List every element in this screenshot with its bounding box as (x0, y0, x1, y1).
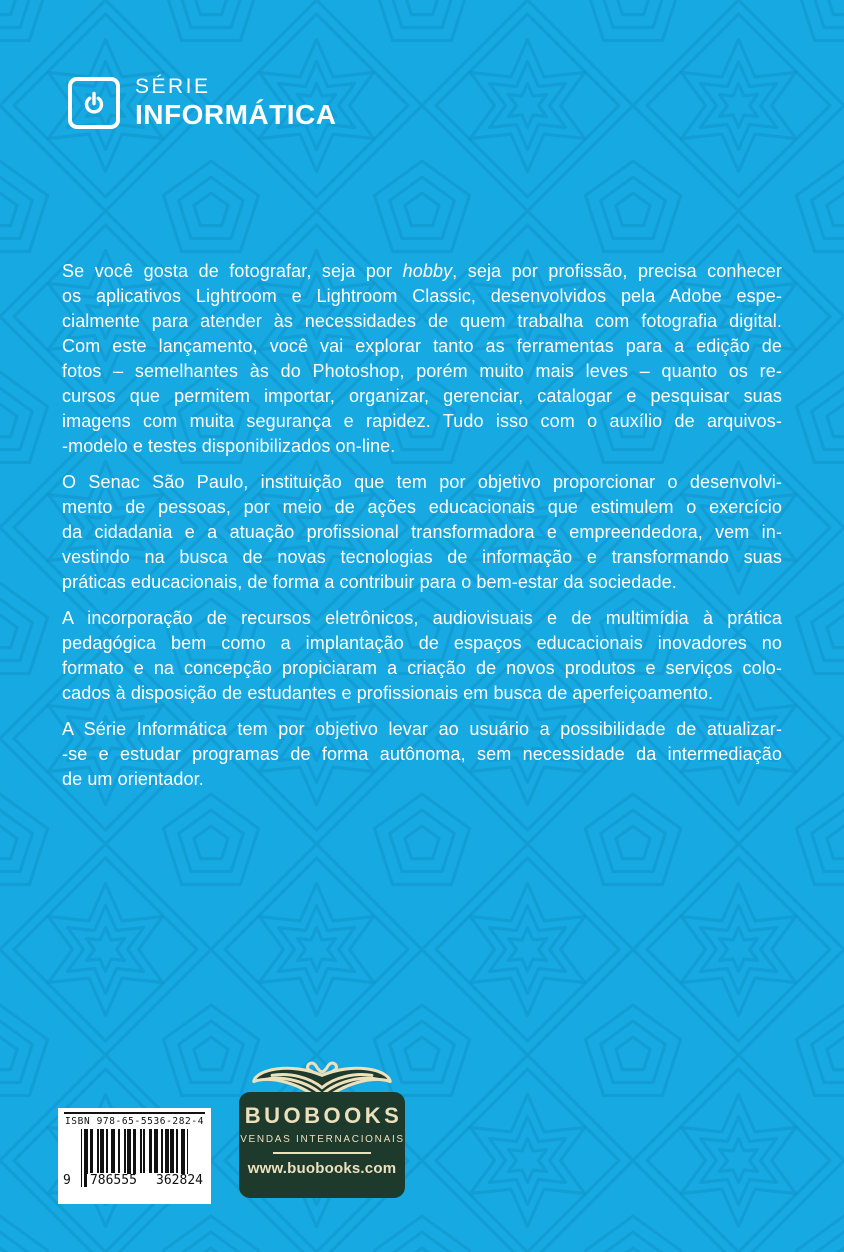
series-name: INFORMÁTICA (135, 99, 337, 131)
text-line: da cidadania e a atuação profissional transformadora e empreendedora, vem in- (62, 522, 782, 542)
barcode-bar (106, 1129, 108, 1173)
text-line: formato e na concepção propiciaram a criação de novos produtos e serviços colo- (62, 658, 782, 678)
barcode-bar (97, 1129, 99, 1173)
text-line: -se e estudar programas de forma autônoma, sem necessidade da intermediação (62, 744, 782, 764)
barcode-bar (176, 1129, 178, 1173)
text-line: cados à disposição de estudantes e profissionais em busca de aperfeiçoamento. (62, 683, 714, 703)
barcode-bar (149, 1129, 153, 1173)
text-line: O Senac São Paulo, instituição que tem por objetivo proporcionar o desenvolvi- (62, 472, 782, 492)
text-line: os aplicativos Lightroom e Lightroom Classic, desenvolvidos pela Adobe espe- (62, 286, 782, 306)
buobooks-badge (239, 1053, 405, 1198)
badge-title: BUOBOOKS (244, 1103, 403, 1128)
badge-url: www.buobooks.com (247, 1160, 397, 1177)
barcode-bar (140, 1129, 142, 1173)
barcode-bar (165, 1129, 169, 1173)
text-line: A incorporação de recursos eletrônicos, audiovisuais e de multimídia à prática (62, 608, 782, 628)
badge-divider (273, 1152, 371, 1154)
power-icon (68, 77, 120, 129)
barcode-bar (118, 1129, 120, 1173)
paragraph (62, 717, 782, 792)
badge-plate (239, 1092, 405, 1198)
barcode-bar (143, 1129, 145, 1173)
paragraph (62, 259, 782, 459)
text-line: fotos – semelhantes às do Photoshop, porém muito mais leves – quanto os re- (62, 361, 782, 381)
isbn-number: ISBN 978-65-5536-282-4 (64, 1116, 205, 1127)
text-line: práticas educacionais, de forma a contribuir para o bem-estar da sociedade. (62, 572, 677, 592)
barcode-bar (124, 1129, 126, 1173)
series-title (135, 76, 336, 129)
text-line: pedagógica bem como a implantação de espaços educacionais inovadores no (62, 633, 782, 653)
barcode-digits (62, 1174, 207, 1188)
barcode-bar (90, 1129, 94, 1173)
text-line: cialmente para atender às necessidades de quem trabalha com fotografia digital. (62, 311, 782, 331)
text-line: de um orientador. (62, 769, 204, 789)
paragraph (62, 606, 782, 706)
text-line: cursos que permitem importar, organizar, gerenciar, catalogar e pesquisar suas (62, 386, 782, 406)
barcode-bar (161, 1129, 163, 1173)
barcode-bar (111, 1129, 115, 1173)
paragraph (62, 470, 782, 595)
barcode-digit-group: 786555 (87, 1174, 140, 1188)
text-line: -modelo e testes disponibilizados on-line. (62, 436, 396, 456)
barcode-bar (170, 1129, 174, 1173)
text-line: vestindo na busca de novas tecnologias de informação e transformando suas (62, 547, 782, 567)
text-line: Se você gosta de fotografar, seja por hobby, seja por profissão, precisa conhecer (62, 261, 782, 281)
barcode-digit-group: 362824 (153, 1174, 206, 1188)
text-line: Com este lançamento, você vai explorar tanto as ferramentas para a edição de (62, 336, 782, 356)
isbn-rule (64, 1112, 205, 1114)
isbn-barcode (58, 1108, 211, 1204)
barcode-digit-group: 9 (63, 1174, 74, 1188)
series-logo (68, 76, 336, 129)
barcode-bar (154, 1129, 158, 1173)
text-line: imagens com muita segurança e rapidez. Tudo isso com o auxílio de arquivos- (62, 411, 782, 431)
text-line: mento de pessoas, por meio de ações educacionais que estimulem o exercício (62, 497, 782, 517)
synopsis-text (62, 259, 782, 803)
text-line: A Série Informática tem por objetivo levar ao usuário a possibilidade de atualizar- (62, 719, 782, 739)
series-label: SÉRIE (135, 75, 211, 98)
barcode-bar (100, 1129, 104, 1173)
badge-subtitle: VENDAS INTERNACIONAIS (240, 1134, 405, 1145)
